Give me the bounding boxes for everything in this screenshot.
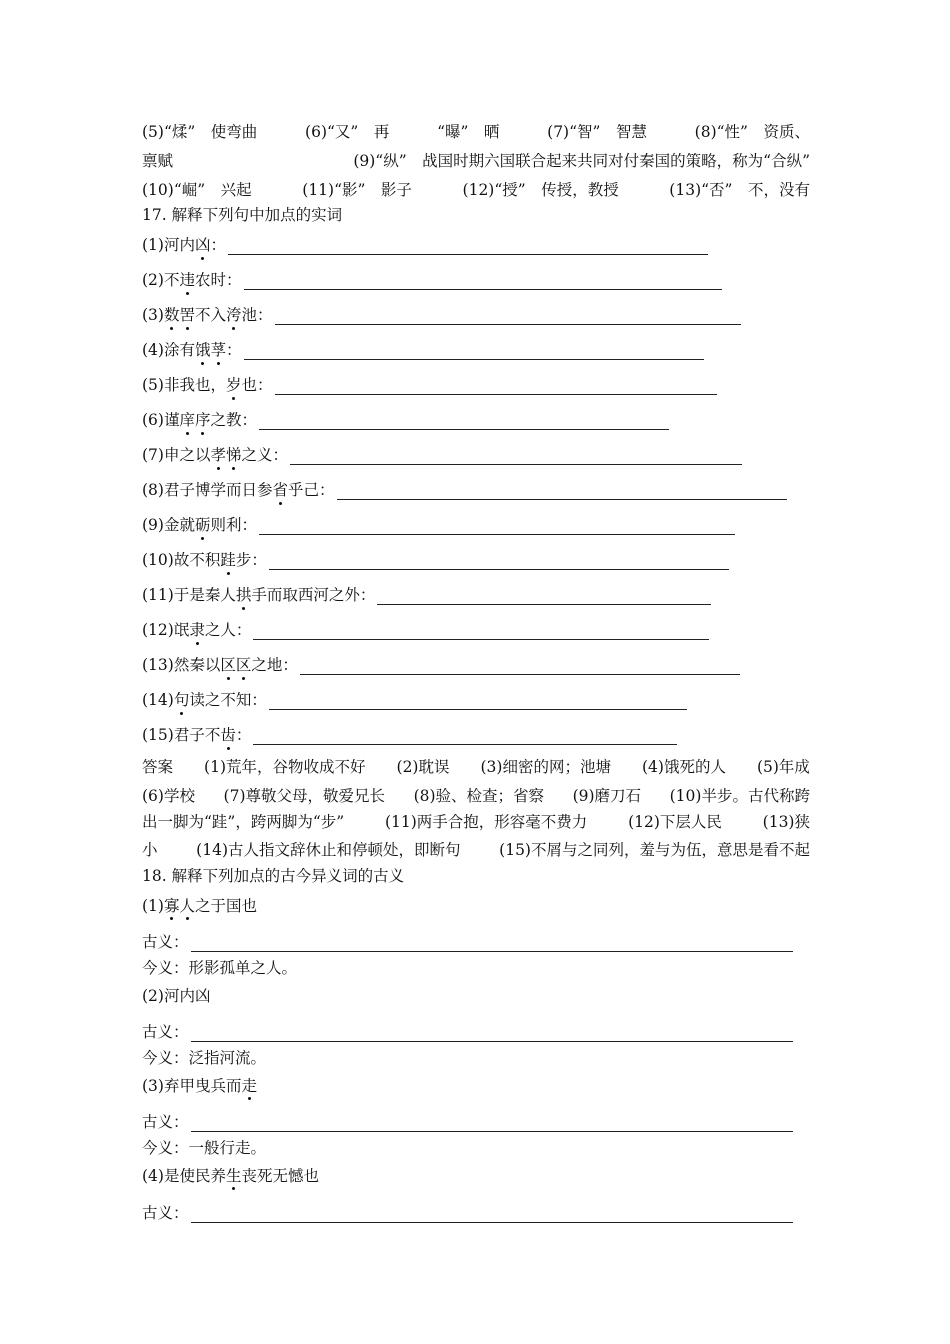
question-17-9: (9)金就 砺 则利： — [142, 515, 735, 535]
gu-yi-1: 古义： — [142, 932, 793, 952]
answer-blank[interactable] — [259, 520, 735, 535]
answer-blank[interactable] — [191, 1027, 793, 1042]
answer-17-line-2: (6)学校 (7)尊敬父母，敬爱兄长 (8)验、检查；省察 (9)磨刀石 (10)半步。古代称跨 — [142, 787, 810, 805]
answer-blank[interactable] — [191, 937, 793, 952]
question-17-2: (2)不 违 农时： — [142, 270, 722, 290]
question-17-14: (14) 句 读之不知： — [142, 690, 687, 710]
answer-17-line-1: 答案 (1)荒年，谷物收成不好 (2)耽误 (3)细密的网；池塘 (4)饿死的人 (5)年成 — [142, 758, 810, 776]
question-17-5: (5)非我也， 岁 也： — [142, 375, 717, 395]
answer-blank[interactable] — [290, 450, 742, 465]
question-17-11: (11)于是秦人 拱 手而取西河之外： — [142, 585, 711, 605]
question-18-2: (2)河内凶 — [142, 987, 211, 1005]
question-17-4: (4)涂有 饿 莩 ： — [142, 340, 704, 360]
gu-yi-3: 古义： — [142, 1112, 793, 1132]
gu-yi-4: 古义： — [142, 1203, 793, 1223]
answer-blank[interactable] — [244, 275, 722, 290]
answer-blank[interactable] — [337, 485, 787, 500]
question-17-3: (3) 数 罟 不入 洿 池： — [142, 305, 741, 325]
jin-yi-1: 今义：形影孤单之人。 — [142, 959, 298, 977]
question-17-8: (8)君子博学而日参 省 乎己： — [142, 480, 787, 500]
question-18-3: (3)弃甲曳兵而走 — [142, 1077, 257, 1095]
answer-17-line-3: 出一脚为“跬”，跨两脚为“步” (11)两手合抱，形容毫不费力 (12)下层人民 (13)狭 — [142, 813, 810, 831]
question-17-10: (10)故不积 跬 步： — [142, 550, 729, 570]
answer-blank[interactable] — [377, 590, 711, 605]
answer-line-1: (5)“煣” 使弯曲 (6)“又” 再 “曝” 晒 (7)“智” 智慧 (8)“性” 资质、 — [142, 123, 810, 141]
answer-blank[interactable] — [269, 555, 729, 570]
answer-blank[interactable] — [275, 310, 741, 325]
answer-blank[interactable] — [191, 1208, 793, 1223]
answer-line-3: (10)“崛” 兴起 (11)“影” 影子 (12)“授” 传授，教授 (13)“否” 不，没有 — [142, 181, 810, 199]
answer-blank[interactable] — [269, 695, 687, 710]
jin-yi-2: 今义：泛指河流。 — [142, 1049, 267, 1067]
answer-blank[interactable] — [275, 380, 717, 395]
answer-blank[interactable] — [228, 240, 708, 255]
answer-blank[interactable] — [259, 415, 669, 430]
answer-blank[interactable] — [253, 730, 677, 745]
section-17-title: 17. 解释下列句中加点的实词 — [142, 206, 343, 224]
jin-yi-3: 今义：一般行走。 — [142, 1139, 267, 1157]
answer-blank[interactable] — [300, 660, 740, 675]
question-17-12: (12)氓 隶 之人： — [142, 620, 709, 640]
question-17-6: (6)谨 庠 序 之教： — [142, 410, 669, 430]
question-18-1: (1)寡人之于国也 — [142, 897, 258, 915]
question-17-15: (15)君子不 齿 ： — [142, 725, 677, 745]
gu-yi-2: 古义： — [142, 1022, 793, 1042]
answer-blank[interactable] — [253, 625, 709, 640]
answer-17-line-4: 小 (14)古人指文辞休止和停顿处，即断句 (15)不屑与之同列，羞与为伍，意思是看不起 — [142, 841, 810, 859]
question-17-13: (13)然秦以 区 区 之地： — [142, 655, 740, 675]
answer-line-2: 禀赋 (9)“纵” 战国时期六国联合起来共同对付秦国的策略，称为“合纵” — [142, 152, 810, 170]
answer-blank[interactable] — [191, 1117, 793, 1132]
answer-blank[interactable] — [244, 345, 704, 360]
question-18-4: (4)是使民养生丧死无憾也 — [142, 1167, 319, 1185]
question-17-1: (1)河内 凶 ： — [142, 235, 708, 255]
section-18-title: 18. 解释下列加点的古今异义词的古义 — [142, 867, 405, 885]
question-17-7: (7)申之以 孝 悌 之义： — [142, 445, 742, 465]
